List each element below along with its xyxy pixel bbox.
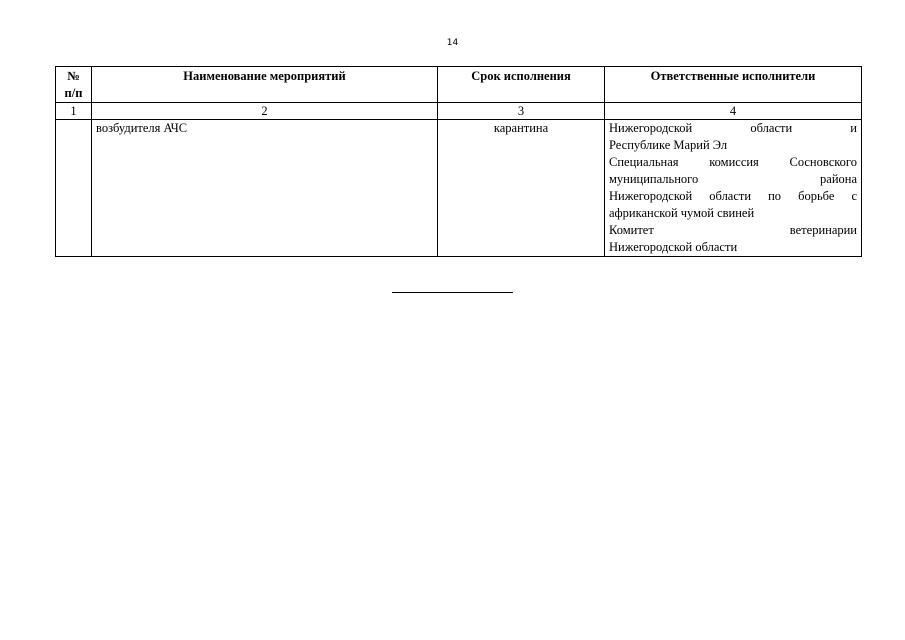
table-body — [56, 120, 862, 257]
header-number-line1: № — [67, 69, 80, 83]
column-number-1: 1 — [56, 103, 92, 120]
header-term: Срок исполнения — [438, 67, 605, 103]
term-cell: карантина — [438, 120, 605, 257]
column-number-2: 2 — [92, 103, 438, 120]
table-row — [56, 120, 862, 257]
header-responsible: Ответственные исполнители — [605, 67, 862, 103]
header-number-line2: п/п — [64, 86, 83, 100]
responsible-line: Нижегородской области и — [609, 121, 857, 135]
column-number-row — [56, 103, 862, 120]
measure-name-cell: возбудителя АЧС — [92, 120, 438, 257]
column-number-3: 3 — [438, 103, 605, 120]
measures-table — [55, 66, 862, 257]
header-number — [56, 67, 92, 103]
responsible-cell — [605, 120, 862, 257]
responsible-line: Нижегородской области — [609, 240, 738, 254]
responsible-line: Специальная комиссия Сосновского — [609, 155, 857, 169]
header-name: Наименование мероприятий — [92, 67, 438, 103]
footer-separator-line — [392, 292, 513, 293]
header-row — [56, 67, 862, 103]
responsible-line: Нижегородской области по борьбе с — [609, 189, 857, 203]
responsible-line: Комитет ветеринарии — [609, 223, 857, 237]
responsible-line: африканской чумой свиней — [609, 206, 755, 220]
row-number-cell — [56, 120, 92, 257]
column-number-4: 4 — [605, 103, 862, 120]
responsible-line: муниципального района — [609, 172, 857, 186]
responsible-line: Республике Марий Эл — [609, 138, 728, 152]
page-number: 14 — [446, 38, 459, 48]
